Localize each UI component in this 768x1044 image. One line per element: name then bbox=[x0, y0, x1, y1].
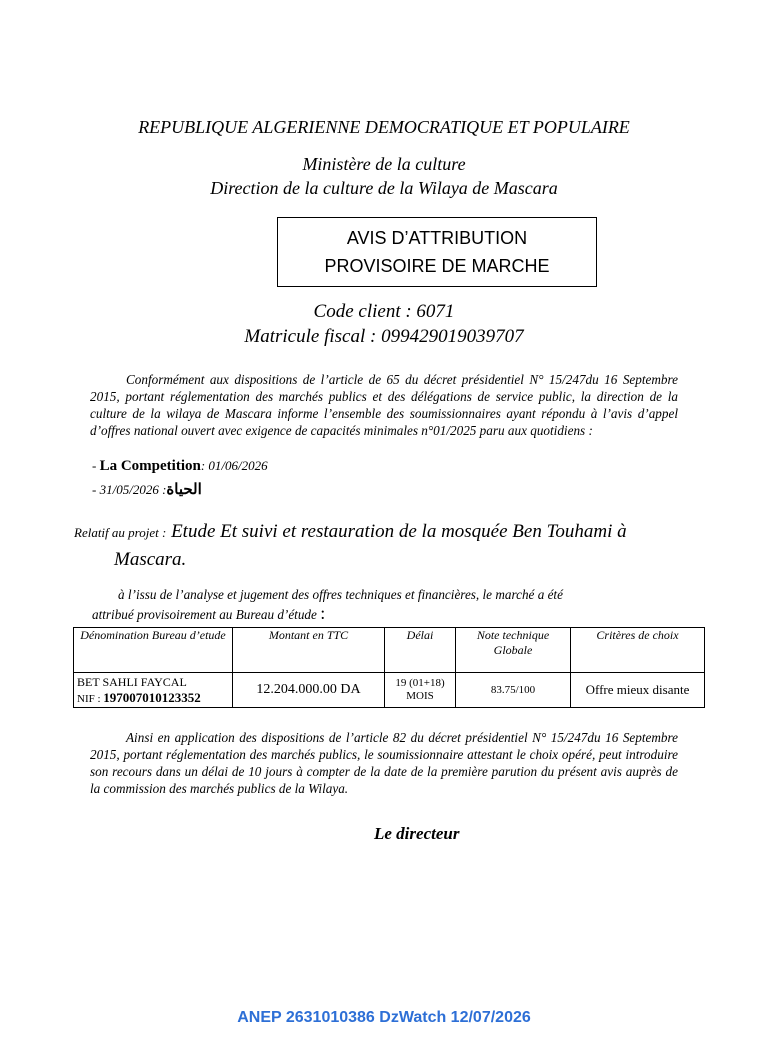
footer-reference: ANEP 2631010386 DzWatch 12/07/2026 bbox=[237, 1009, 531, 1026]
analysis-colon: : bbox=[320, 603, 326, 623]
ministry-name: Ministère de la culture bbox=[302, 154, 466, 174]
project-title: Etude Et suivi et restauration de la mosquée Ben Touhami à bbox=[171, 521, 627, 542]
header-delay: Délai bbox=[385, 628, 456, 673]
newspaper-entry bbox=[92, 458, 268, 475]
nif-value: 197007010123352 bbox=[103, 689, 201, 705]
intro-paragraph: Conformément aux dispositions de l’article de 65 du décret présidentiel N° 15/247du 16 Septembre 2015, portant réglementation des marchés publics et des délégations de service public, la direction de la culture de la wilaya de Mascara informe l’ensemble des soumissionnaires ayant répondu à l’avis d’appel d’offres national ouvert avec exigence de capacités minimales n°01/2025 paru aux quotidiens : bbox=[90, 372, 678, 438]
notice-title-box bbox=[277, 217, 597, 287]
header-bureau: Dénomination Bureau d’etude bbox=[74, 628, 233, 673]
delay-unit: MOIS bbox=[406, 690, 434, 702]
cell-delay bbox=[385, 673, 456, 708]
identifiers bbox=[0, 299, 768, 349]
project-line bbox=[74, 518, 694, 573]
signature: Le directeur bbox=[374, 824, 460, 843]
header-amount: Montant en TTC bbox=[233, 628, 385, 673]
delay-value: 19 (01+18) bbox=[395, 677, 445, 689]
bureau-name: BET SAHLI FAYCAL bbox=[77, 674, 187, 689]
header-score: Note technique Globale bbox=[456, 628, 571, 673]
newspaper-name: الحياة bbox=[166, 482, 202, 498]
cell-amount: 12.204.000.00 DA bbox=[233, 673, 385, 708]
analysis-paragraph bbox=[92, 585, 692, 624]
award-table bbox=[73, 627, 705, 708]
cell-bureau bbox=[74, 673, 233, 708]
newspaper-prefix: - bbox=[92, 458, 100, 473]
project-label: Relatif au projet : bbox=[74, 525, 167, 540]
tax-id: Matricule fiscal : 099429019039707 bbox=[244, 326, 524, 347]
client-code: Code client : 6071 bbox=[313, 301, 455, 322]
table-header-row bbox=[74, 628, 705, 673]
analysis-line1: à l’issu de l’analyse et jugement des offres techniques et financières, le marché a été bbox=[118, 587, 563, 602]
newspaper-name: La Competition bbox=[99, 458, 201, 474]
notice-title-line2: PROVISOIRE DE MARCHE bbox=[324, 256, 550, 276]
newspaper-date: : 01/06/2026 bbox=[200, 458, 268, 473]
cell-criteria: Offre mieux disante bbox=[571, 673, 705, 708]
republic-header: REPUBLIQUE ALGERIENNE DEMOCRATIQUE ET POPULAIRE bbox=[138, 117, 630, 137]
ministry-block bbox=[0, 152, 768, 200]
project-title-cont: Mascara. bbox=[114, 549, 187, 570]
closing-paragraph: Ainsi en application des dispositions de l’article 82 du décret présidentiel N° 15/247du 16 Septembre 2015, portant réglementation des marchés publics, le soumissionnaire attestant le choix opéré, peut introduire son recours dans un délai de 10 jours à compter de la date de la première parution du présent avis auprès de la commission des marchés publics de la Wilaya. bbox=[90, 730, 678, 796]
notice-title-line1: AVIS D’ATTRIBUTION bbox=[346, 228, 528, 248]
analysis-line2: attribué provisoirement au Bureau d’étude bbox=[92, 607, 317, 622]
newspaper-prefix: - bbox=[92, 482, 100, 497]
nif-label: NIF : bbox=[77, 692, 104, 705]
cell-score: 83.75/100 bbox=[456, 673, 571, 708]
newspaper-date: : 31/05/2026 bbox=[99, 482, 167, 497]
header-criteria: Critères de choix bbox=[571, 628, 705, 673]
newspaper-entry bbox=[92, 480, 202, 499]
table-row bbox=[74, 673, 705, 708]
direction-name: Direction de la culture de la Wilaya de Mascara bbox=[210, 178, 558, 198]
